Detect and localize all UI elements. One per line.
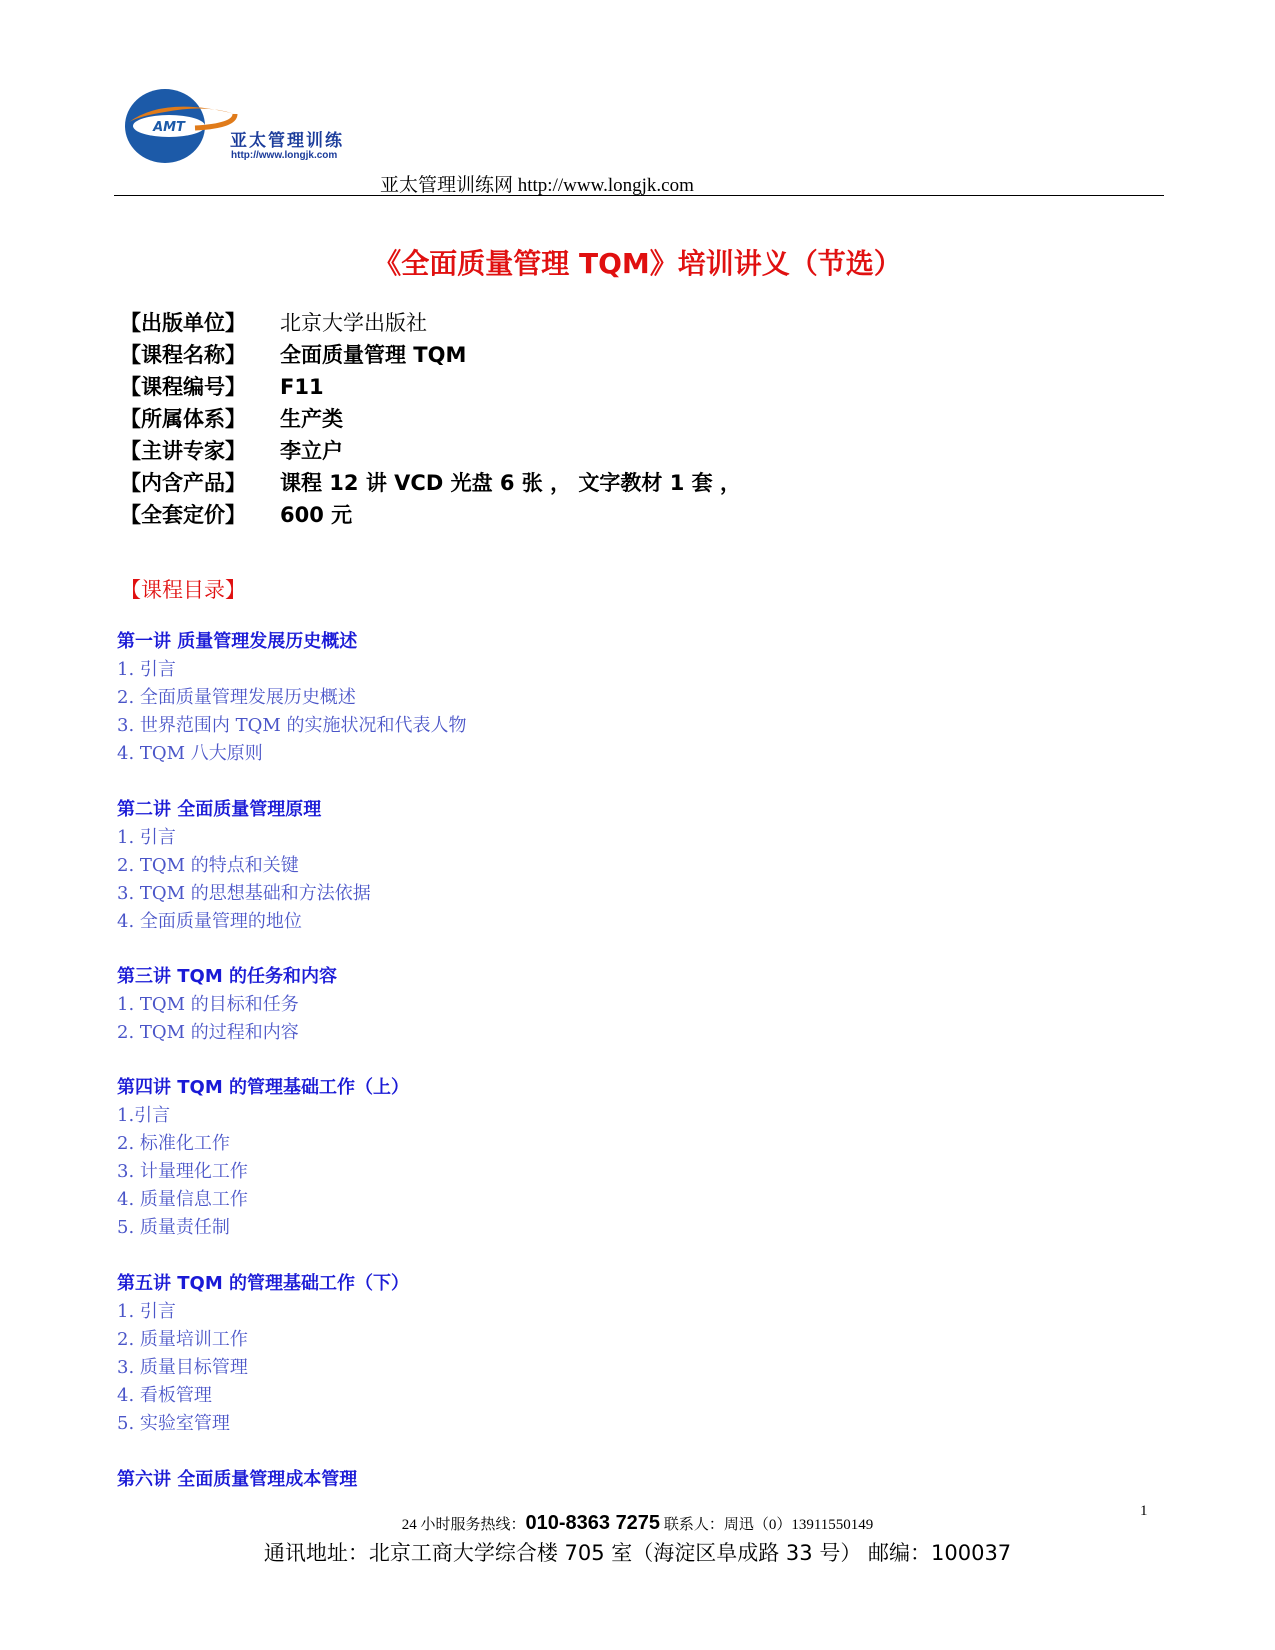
toc-item: 4. 看板管理: [117, 1385, 212, 1406]
footer-hotline: [0, 1512, 1275, 1535]
toc-item: 3. 计量理化工作: [117, 1161, 248, 1182]
document-title: 《全面质量管理 TQM》培训讲义（节选）: [373, 247, 902, 280]
toc-item: 2. 全面质量管理发展历史概述: [117, 687, 356, 708]
toc-item: 3. TQM 的思想基础和方法依据: [117, 883, 371, 904]
meta-key: 【出版单位】: [120, 311, 246, 335]
logo-chinese-name: 亚太管理训练: [230, 131, 344, 151]
meta-row-category: [120, 403, 343, 435]
meta-key: 【课程名称】: [120, 343, 246, 367]
hotline-label: 24 小时服务热线：: [401, 1517, 526, 1533]
meta-row-price: [120, 499, 352, 531]
meta-value: 生产类: [280, 407, 343, 431]
toc-item: 1. 引言: [117, 1301, 176, 1322]
meta-key: 【主讲专家】: [120, 439, 246, 463]
toc-heading: 【课程目录】: [120, 578, 246, 602]
meta-value: 北京大学出版社: [280, 311, 427, 335]
header-site-line: 亚太管理训练网 http://www.longjk.com: [380, 175, 694, 196]
toc-item: 5. 质量责任制: [117, 1217, 230, 1238]
toc-item: 5. 实验室管理: [117, 1413, 230, 1434]
lecture-title: 第四讲 TQM 的管理基础工作（上）: [117, 1077, 410, 1098]
meta-row-lecturer: [120, 435, 343, 467]
lecture-title: 第五讲 TQM 的管理基础工作（下）: [117, 1273, 410, 1294]
logo-mark-text: AMT: [153, 120, 185, 135]
toc-item: 2. 标准化工作: [117, 1133, 230, 1154]
toc-item: 1. TQM 的目标和任务: [117, 994, 299, 1015]
meta-row-products: [120, 467, 741, 499]
contact-person: 联系人：周迅（0）13911550149: [660, 1517, 874, 1533]
toc-item: 2. TQM 的过程和内容: [117, 1022, 299, 1043]
meta-row-publisher: [120, 307, 427, 339]
meta-value: 600 元: [280, 503, 353, 527]
footer-address: 通讯地址：北京工商大学综合楼 705 室（海淀区阜成路 33 号） 邮编：100037: [263, 1541, 1012, 1565]
toc-item: 2. 质量培训工作: [117, 1329, 248, 1350]
toc-item: 4. 全面质量管理的地位: [117, 911, 302, 932]
page-number: 1: [1140, 1503, 1148, 1519]
meta-value: 李立户: [280, 439, 343, 463]
lecture-title: 第二讲 全面质量管理原理: [117, 799, 322, 820]
toc-item: 3. 世界范围内 TQM 的实施状况和代表人物: [117, 715, 467, 736]
lecture-title: 第一讲 质量管理发展历史概述: [117, 631, 358, 652]
lecture-title: 第六讲 全面质量管理成本管理: [117, 1469, 358, 1490]
toc-item: 2. TQM 的特点和关键: [117, 855, 299, 876]
toc-item: 3. 质量目标管理: [117, 1357, 248, 1378]
meta-value: 全面质量管理 TQM: [280, 343, 467, 367]
meta-row-course-name: [120, 339, 466, 371]
toc-item: 1. 引言: [117, 659, 176, 680]
meta-key: 【课程编号】: [120, 375, 246, 399]
meta-value: F11: [280, 375, 324, 399]
header-divider: [114, 195, 1164, 196]
meta-key: 【所属体系】: [120, 407, 246, 431]
meta-value: 课程 12 讲 VCD 光盘 6 张 ， 文字教材 1 套 ，: [280, 471, 741, 495]
toc-item: 4. TQM 八大原则: [117, 743, 263, 764]
toc-item: 1.引言: [117, 1105, 171, 1126]
lecture-title: 第三讲 TQM 的任务和内容: [117, 966, 338, 987]
meta-key: 【全套定价】: [120, 503, 246, 527]
hotline-phone: 010-8363 7275: [525, 1512, 661, 1534]
toc-item: 4. 质量信息工作: [117, 1189, 248, 1210]
logo-url: http://www.longjk.com: [231, 150, 338, 161]
meta-row-course-code: [120, 371, 324, 403]
toc-item: 1. 引言: [117, 827, 176, 848]
meta-key: 【内含产品】: [120, 471, 246, 495]
